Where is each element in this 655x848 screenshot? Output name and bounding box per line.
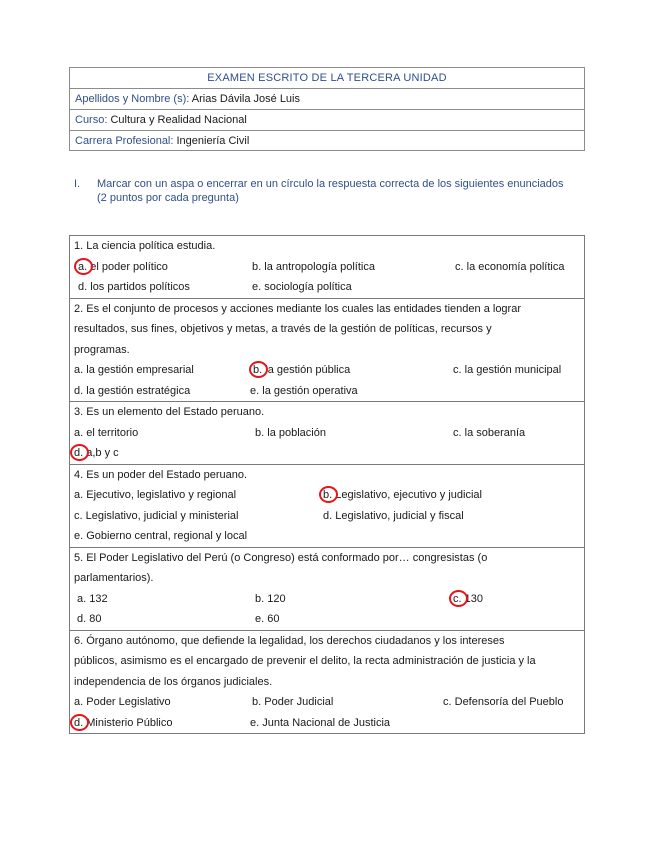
option-letter: c. xyxy=(453,364,462,376)
options-row xyxy=(70,277,584,298)
answer-option[interactable] xyxy=(74,526,247,547)
option-text: a,b y c xyxy=(83,447,119,459)
circle-mark-icon: c. xyxy=(453,589,462,610)
question-stem-line: resultados, sus fines, objetivos y metas, a través de la gestión de políticas, recursos y xyxy=(74,323,492,335)
option-letter: e. xyxy=(252,281,262,293)
option-text: la gestión operativa xyxy=(259,384,358,397)
option-letter: a. xyxy=(74,364,84,376)
option-text: 80 xyxy=(86,613,102,625)
option-letter: a. xyxy=(74,696,84,708)
option-letter: c. xyxy=(453,426,462,439)
option-letter: e. xyxy=(255,613,265,625)
option-text: la gestión estratégica xyxy=(83,384,191,397)
option-text: la población xyxy=(264,426,326,439)
circle-mark-icon: b. xyxy=(323,485,332,506)
option-text: 130 xyxy=(461,592,483,605)
answer-option[interactable] xyxy=(453,423,525,444)
question-stem-line: 6. Órgano autónomo, que defiende la legalidad, los derechos ciudadanos y los intereses xyxy=(74,634,505,647)
exam-title: EXAMEN ESCRITO DE LA TERCERA UNIDAD xyxy=(70,68,584,89)
option-letter: d. xyxy=(77,613,87,625)
options-row xyxy=(70,713,584,734)
career-value: Ingeniería Civil xyxy=(176,135,250,147)
circle-mark-icon: d. xyxy=(74,713,83,734)
option-letter: d. xyxy=(74,384,84,397)
option-letter: a. xyxy=(74,426,84,439)
answer-option[interactable] xyxy=(77,609,101,630)
options-row xyxy=(70,589,584,610)
answer-option[interactable] xyxy=(252,257,375,278)
option-text: el poder político xyxy=(87,260,168,273)
option-text: el territorio xyxy=(83,426,139,439)
option-text: la gestión municipal xyxy=(461,364,562,376)
exam-header-table xyxy=(69,67,585,151)
option-text: Legislativo, judicial y fiscal xyxy=(332,509,464,522)
selected-answer-option[interactable] xyxy=(323,485,482,506)
answer-option[interactable] xyxy=(255,609,279,630)
answer-option[interactable] xyxy=(252,692,333,713)
question-2 xyxy=(70,299,584,403)
answer-option[interactable] xyxy=(78,277,190,298)
question-6 xyxy=(70,631,584,734)
option-letter: d. xyxy=(323,509,333,522)
options-row xyxy=(70,609,584,630)
answer-option[interactable] xyxy=(74,381,190,402)
student-name-value: Arias Dávila José Luis xyxy=(191,93,300,105)
answer-option[interactable] xyxy=(74,485,236,506)
selected-answer-option[interactable] xyxy=(74,443,119,464)
option-text: la gestión empresarial xyxy=(83,364,194,376)
question-stem-line: 4. Es un poder del Estado peruano. xyxy=(74,468,248,481)
question-stem-line: 3. Es un elemento del Estado peruano. xyxy=(74,406,265,418)
option-letter: d. xyxy=(78,281,88,293)
answer-option[interactable] xyxy=(250,381,358,402)
answer-option[interactable] xyxy=(250,713,390,734)
answer-option[interactable] xyxy=(455,257,564,278)
option-text: la antropología política xyxy=(261,260,375,273)
answer-option[interactable] xyxy=(255,589,286,610)
option-letter: b. xyxy=(252,260,262,273)
option-letter: e. xyxy=(74,530,84,542)
option-letter: e. xyxy=(250,716,260,729)
option-letter: a. xyxy=(77,592,87,605)
selected-answer-option[interactable] xyxy=(453,589,483,610)
question-stem-line: independencia de los órganos judiciales. xyxy=(74,675,273,688)
option-letter: e. xyxy=(250,384,260,397)
option-letter: c. xyxy=(455,260,464,273)
options-row xyxy=(70,692,584,713)
option-text: Ministerio Público xyxy=(83,716,173,729)
answer-option[interactable] xyxy=(74,506,238,527)
option-text: Ejecutivo, legislativo y regional xyxy=(83,489,237,501)
selected-answer-option[interactable] xyxy=(78,257,168,278)
options-row xyxy=(70,506,584,527)
option-letter: c. xyxy=(74,509,83,522)
option-text: Legislativo, ejecutivo y judicial xyxy=(332,489,482,501)
selected-answer-option[interactable] xyxy=(74,713,172,734)
option-text: Poder Judicial xyxy=(261,696,334,708)
option-text: Poder Legislativo xyxy=(83,696,171,708)
option-letter: c. xyxy=(443,696,452,708)
option-text: los partidos políticos xyxy=(87,281,190,293)
option-text: Defensoría del Pueblo xyxy=(451,696,564,708)
answer-option[interactable] xyxy=(74,692,171,713)
option-text: la economía política xyxy=(463,260,565,273)
question-stem-line: 2. Es el conjunto de procesos y acciones mediante los cuales las entidades tienden a lograr xyxy=(74,302,521,315)
option-text: 132 xyxy=(86,592,108,605)
option-text: sociología política xyxy=(261,281,352,293)
question-stem-line: 5. El Poder Legislativo del Perú (o Congreso) está conformado por… congresistas (o xyxy=(74,551,488,564)
answer-option[interactable] xyxy=(77,589,108,610)
option-letter: b. xyxy=(255,592,265,605)
option-text: Gobierno central, regional y local xyxy=(83,530,248,542)
answer-option[interactable] xyxy=(74,360,194,381)
options-row xyxy=(70,423,584,444)
course-label: Curso: xyxy=(75,114,108,126)
options-row xyxy=(70,381,584,402)
options-row xyxy=(70,360,584,381)
option-letter: b. xyxy=(255,426,265,439)
options-row xyxy=(70,443,584,464)
option-text: la soberanía xyxy=(461,426,526,439)
answer-option[interactable] xyxy=(453,360,561,381)
options-row xyxy=(70,485,584,506)
career-row xyxy=(70,131,584,152)
circle-mark-icon: a. xyxy=(78,257,87,278)
answer-option[interactable] xyxy=(74,423,138,444)
question-5 xyxy=(70,548,584,631)
answer-option[interactable] xyxy=(443,692,563,713)
questions-table xyxy=(69,235,585,734)
selected-answer-option[interactable] xyxy=(253,360,350,381)
question-3 xyxy=(70,402,584,465)
options-row xyxy=(70,257,584,278)
question-1 xyxy=(70,236,584,299)
answer-option[interactable] xyxy=(255,423,326,444)
student-name-label: Apellidos y Nombre (s): xyxy=(75,93,190,105)
option-letter: a. xyxy=(74,489,84,501)
instruction-number: I. xyxy=(74,178,81,190)
question-stem-line: parlamentarios). xyxy=(74,572,154,584)
student-name-row xyxy=(70,89,584,110)
question-stem-line: públicos, asimismo es el encargado de prevenir el delito, la recta administración de justicia y la xyxy=(74,655,536,667)
option-text: 60 xyxy=(264,613,280,625)
career-label: Carrera Profesional: xyxy=(75,135,174,147)
course-value: Cultura y Realidad Nacional xyxy=(110,114,247,126)
course-row xyxy=(70,110,584,131)
answer-option[interactable] xyxy=(252,277,352,298)
option-text: Junta Nacional de Justicia xyxy=(259,716,391,729)
option-text: 120 xyxy=(264,592,286,605)
option-text: la gestión pública xyxy=(262,364,351,376)
question-4 xyxy=(70,465,584,548)
circle-mark-icon: b. xyxy=(253,360,262,381)
circle-mark-icon: d. xyxy=(74,443,83,464)
question-stem-line: 1. La ciencia política estudia. xyxy=(74,240,216,252)
options-row xyxy=(70,526,584,547)
question-stem-line: programas. xyxy=(74,343,130,356)
answer-option[interactable] xyxy=(323,506,464,527)
option-text: Legislativo, judicial y ministerial xyxy=(82,509,239,522)
instruction-text: Marcar con un aspa o encerrar en un círculo la respuesta correcta de los siguientes enunciados (2 puntos por cada pregunta) xyxy=(97,178,564,204)
option-letter: b. xyxy=(252,696,262,708)
